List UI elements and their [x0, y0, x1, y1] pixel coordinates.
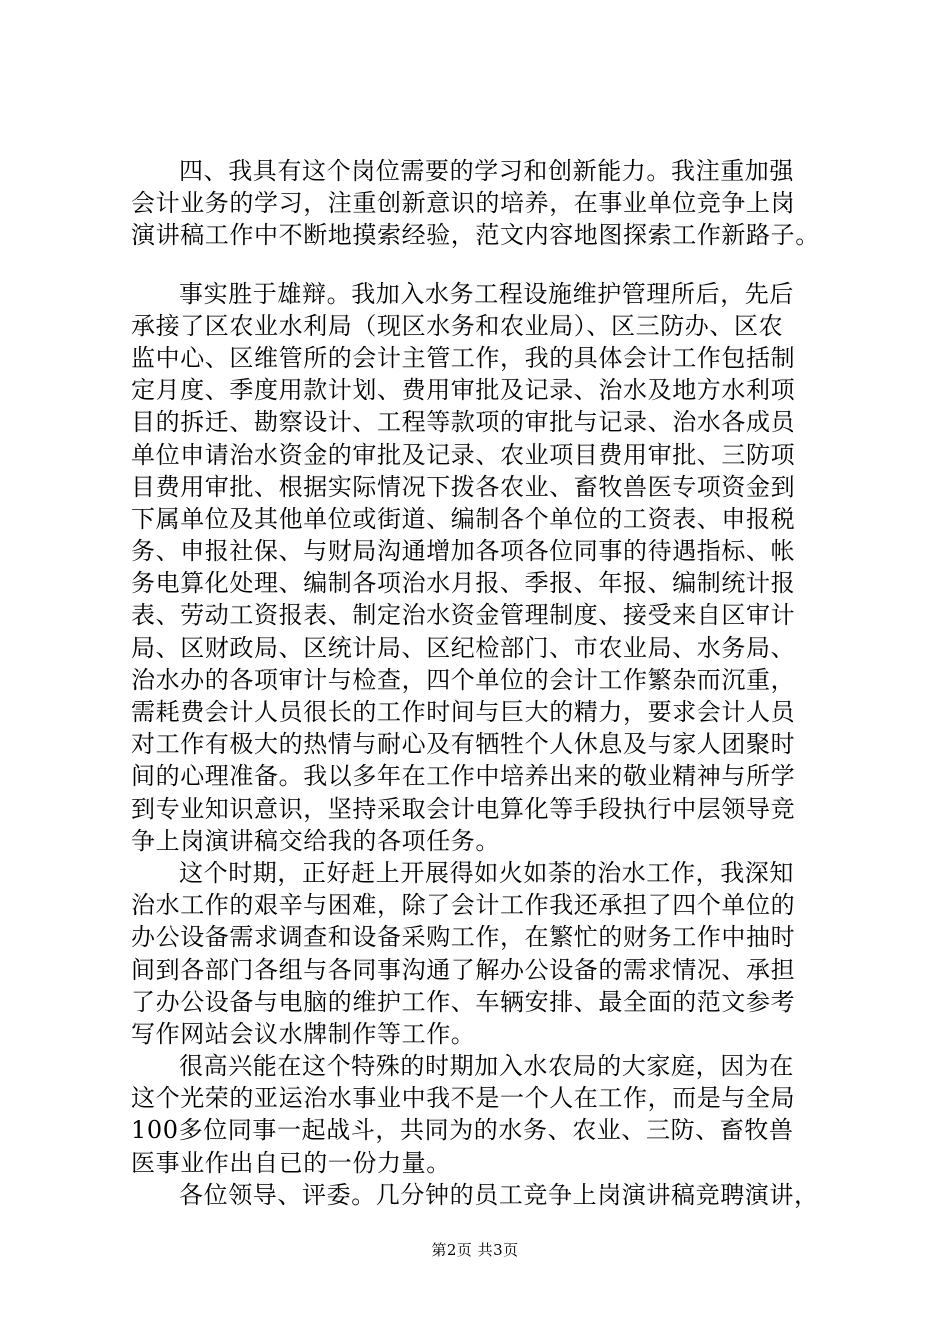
paragraph-spacer	[131, 252, 831, 278]
text-line: 表、劳动工资报表、制定治水资金管理制度、接受来自区审计	[131, 601, 796, 630]
paragraph	[131, 857, 831, 1050]
paragraph	[131, 1050, 831, 1179]
text-line: 这个时期，正好赶上开展得如火如荼的治水工作，我深知	[179, 858, 794, 887]
text-line: 监中心、区维管所的会计主管工作，我的具体会计工作包括制	[131, 343, 796, 372]
text-line: 这个光荣的亚运治水事业中我不是一个人在工作，而是与全局	[131, 1084, 796, 1113]
text-line: 目费用审批、根据实际情况下拨各农业、畜牧兽医专项资金到	[131, 472, 796, 501]
text-line: 务电算化处理、编制各项治水月报、季报、年报、编制统计报	[131, 569, 796, 598]
text-line: 到专业知识意识，坚持采取会计电算化等手段执行中层领导竞	[131, 794, 796, 823]
text-line: 需耗费会计人员很长的工作时间与巨大的精力，要求会计人员	[131, 698, 796, 726]
text-line: 了办公设备与电脑的维护工作、车辆安排、最全面的范文参考	[131, 987, 796, 1016]
text-line: 办公设备需求调查和设备采购工作，在繁忙的财务工作中抽时	[131, 923, 796, 952]
text-line: 四、我具有这个岗位需要的学习和创新能力。我注重加强	[179, 157, 794, 185]
text-line: 会计业务的学习，注重创新意识的培养，在事业单位竞争上岗	[131, 189, 796, 218]
text-line: 单位申请治水资金的审批及记录、农业项目费用审批、三防项	[131, 440, 796, 469]
text-line: 定月度、季度用款计划、费用审批及记录、治水及地方水利项	[131, 376, 796, 405]
paragraph	[131, 278, 831, 857]
document-body	[131, 155, 831, 1211]
text-line: 治水办的各项审计与检查，四个单位的会计工作繁杂而沉重，	[131, 665, 796, 694]
paragraph	[131, 1179, 831, 1211]
text-line: 务、申报社保、与财局沟通增加各项各位同事的待遇指标、帐	[131, 537, 796, 566]
text-line: 下属单位及其他单位或街道、编制各个单位的工资表、申报税	[131, 504, 796, 533]
text-line: 100多位同事一起战斗，共同为的水务、农业、三防、畜牧兽	[131, 1116, 794, 1145]
text-line: 事实胜于雄辩。我加入水务工程设施维护管理所后，先后	[179, 279, 794, 308]
text-line: 治水工作的艰辛与困难，除了会计工作我还承担了四个单位的	[131, 891, 796, 920]
text-line: 承接了区农业水利局（现区水务和农业局）、区三防办、区农	[131, 311, 784, 340]
text-line: 演讲稿工作中不断地摸索经验，范文内容地图探索工作新路子。	[131, 221, 820, 250]
text-line: 医事业作出自已的一份力量。	[131, 1148, 451, 1177]
text-line: 很高兴能在这个特殊的时期加入水农局的大家庭，因为在	[179, 1052, 794, 1081]
text-line: 间到各部门各组与各同事沟通了解办公设备的需求情况、承担	[131, 955, 796, 984]
text-line: 间的心理准备。我以多年在工作中培养出来的敬业精神与所学	[131, 762, 796, 791]
text-line: 局、区财政局、区统计局、区纪检部门、市农业局、水务局、	[131, 633, 796, 662]
text-line: 目的拆迁、勘察设计、工程等款项的审批与记录、治水各成员	[131, 408, 796, 437]
paragraph	[131, 155, 831, 252]
text-line: 写作网站会议水牌制作等工作。	[131, 1019, 476, 1048]
text-line: 争上岗演讲稿交给我的各项任务。	[131, 826, 500, 855]
page-footer: 第2页 共3页	[431, 1241, 519, 1259]
text-line: 各位领导、评委。几分钟的员工竞争上岗演讲稿竞聘演讲，	[179, 1180, 819, 1209]
text-line: 对工作有极大的热情与耐心及有牺牲个人休息及与家人团聚时	[131, 730, 796, 759]
